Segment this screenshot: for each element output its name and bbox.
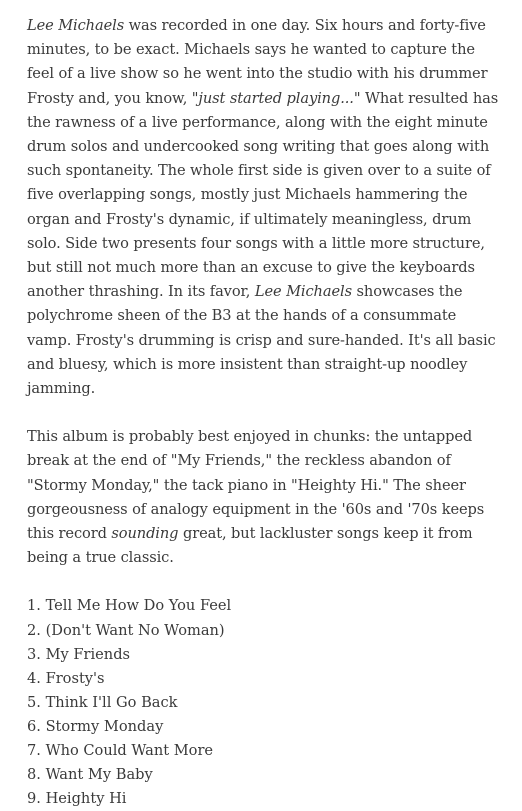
text-run: was recorded in one day. Six hours and forty-five minutes, to be exact. Michaels says he wanted to capture the feel of a live show so he went into the studio with his drummer Frosty and, you know, " <box>27 17 488 107</box>
track-item: 7. Who Could Want More <box>27 742 214 760</box>
review-paragraph-2 <box>27 425 504 570</box>
text-run: " What resulted has the rawness of a live performance, along with the eight minute drum solos and undercooked song writing that goes along with such spontaneity. The whole first side is given over to a suite of five overlapping songs, mostly just Michaels hammering the organ and Frosty's dynamic, if ultimately meaningless, drum solo. Side two presents four songs with a little more structure, but still not much more than an excuse to give the keyboards another thrashing. In its favor, <box>27 89 499 301</box>
track-item: 8. Want My Baby <box>27 766 153 784</box>
album-title: Lee Michaels <box>254 283 352 301</box>
text-run: great, but lackluster songs keep it from being a true classic. <box>27 525 473 567</box>
track-item: 6. Stormy Monday <box>27 717 164 735</box>
emphasis: sounding <box>111 525 179 543</box>
track-item: 9. Heighty Hi <box>27 790 127 808</box>
album-title: Lee Michaels <box>27 17 125 34</box>
text-run: This album is probably best enjoyed in chunks: the untapped break at the end of "My Friends," the reckless abandon of "Stormy Monday," the tack piano in "Heighty Hi." The sheer gorgeousness of analogy equipment in the '60s and '70s keeps this record <box>27 428 485 543</box>
quote: just started playing... <box>198 89 354 107</box>
track-item: 2. (Don't Want No Woman) <box>27 621 225 639</box>
track-item: 4. Frosty's <box>27 669 105 687</box>
review-paragraph-1 <box>27 14 504 401</box>
text-run: showcases the polychrome sheen of the B3 at the hands of a consummate vamp. Frosty's drumming is crisp and sure-handed. It's all basic and bluesy, which is more insistent than straight-up noodley jamming. <box>27 283 496 398</box>
track-item: 3. My Friends <box>27 645 131 663</box>
track-item: 1. Tell Me How Do You Feel <box>27 597 232 615</box>
track-item: 5. Think I'll Go Back <box>27 693 178 711</box>
